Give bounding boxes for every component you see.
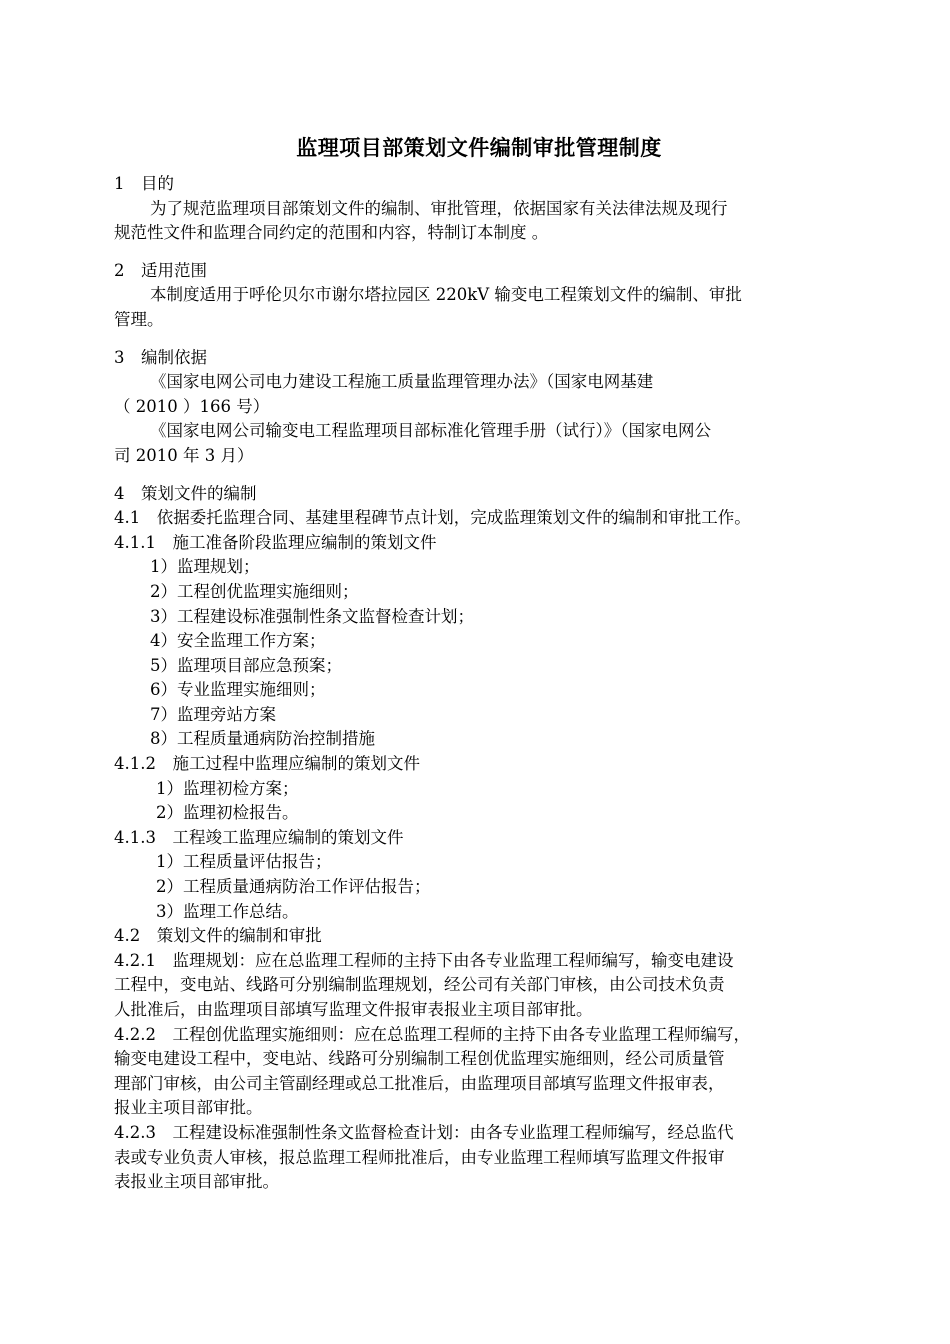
paragraph-gap [114, 469, 844, 482]
document-title: 监理项目部策划文件编制审批管理制度 [296, 136, 662, 160]
text-line: 2）监理初检报告。 [156, 803, 299, 823]
text-line: 1 目的 [114, 174, 174, 193]
text-line: 人批准后，由监理项目部填写监理文件报审表报业主项目部审批。 [114, 1000, 593, 1019]
text-line: 8）工程质量通病防治控制措施 [150, 729, 375, 749]
text-line: 司 2010 年 3 月） [114, 445, 254, 465]
text-line: 本制度适用于呼伦贝尔市谢尔塔拉园区 220kV 输变电工程策划文件的编制、审批 [150, 285, 742, 305]
text-line: 4.2.2 工程创优监理实施细则：应在总监理工程师的主持下由各专业监理工程师编写， [114, 1024, 750, 1044]
text-line: 2 适用范围 [114, 260, 207, 280]
text-line: 4.1 依据委托监理合同、基建里程碑节点计划，完成监理策划文件的编制和审批工作。 [114, 508, 751, 528]
text-line: 2）工程质量通病防治工作评估报告； [156, 877, 431, 897]
text-line: 3）工程建设标准强制性条文监督检查计划； [150, 606, 474, 626]
paragraph-gap [114, 246, 844, 259]
text-line: 4.1.2 施工过程中监理应编制的策划文件 [114, 754, 420, 774]
text-line: 4）安全监理工作方案； [150, 631, 326, 651]
text-line: （ 2010 ）166 号） [114, 396, 270, 416]
text-line: 4.2.1 监理规划：应在总监理工程师的主持下由各专业监理工程师编写，输变电建设 [114, 950, 734, 970]
text-line: 输变电建设工程中，变电站、线路可分别编制工程创优监理实施细则，经公司质量管 [114, 1049, 725, 1069]
text-line: 《国家电网公司电力建设工程施工质量监理管理办法》（国家电网基建 [150, 372, 654, 392]
text-line: 规范性文件和监理合同约定的范围和内容，特制订本制度 。 [114, 223, 549, 243]
document-body [114, 172, 844, 1195]
text-line: 表或专业负责人审核，报总监理工程师批准后，由专业监理工程师填写监理文件报审 [114, 1147, 725, 1167]
text-line: 6）专业监理实施细则； [150, 680, 326, 700]
text-line: 4.2.3 工程建设标准强制性条文监督检查计划：由各专业监理工程师编写，经总监代 [114, 1122, 734, 1142]
text-line: 为了规范监理项目部策划文件的编制、审批管理，依据国家有关法律法规及现行 [150, 198, 728, 218]
text-line: 5）监理项目部应急预案； [150, 655, 342, 675]
text-line: 工程中，变电站、线路可分别编制监理规划，经公司有关部门审核，由公司技术负责 [114, 975, 725, 995]
text-line: 《国家电网公司输变电工程监理项目部标准化管理手册（试行）》（国家电网公 [150, 421, 711, 441]
paragraph-gap [114, 333, 844, 346]
text-line: 1）监理初检方案； [156, 778, 299, 798]
text-line: 理部门审核，由公司主管副经理或总工批准后，由监理项目部填写监理文件报审表， [114, 1073, 725, 1093]
text-line: 管理。 [114, 309, 164, 329]
text-line: 1）工程质量评估报告； [156, 852, 332, 872]
text-line: 报业主项目部审批。 [114, 1098, 263, 1118]
text-line: 表报业主项目部审批。 [114, 1172, 279, 1192]
text-line: 7）监理旁站方案 [150, 704, 276, 724]
text-line: 4.1.1 施工准备阶段监理应编制的策划文件 [114, 532, 437, 552]
text-line: 3 编制依据 [114, 347, 207, 367]
text-line: 4 策划文件的编制 [114, 483, 257, 503]
text-line: 2）工程创优监理实施细则； [150, 581, 359, 601]
text-line: 1）监理规划； [150, 557, 260, 577]
document-page [114, 134, 844, 1195]
text-line: 3）监理工作总结。 [156, 901, 299, 921]
text-line: 4.2 策划文件的编制和审批 [114, 926, 322, 946]
text-line: 4.1.3 工程竣工监理应编制的策划文件 [114, 827, 404, 847]
